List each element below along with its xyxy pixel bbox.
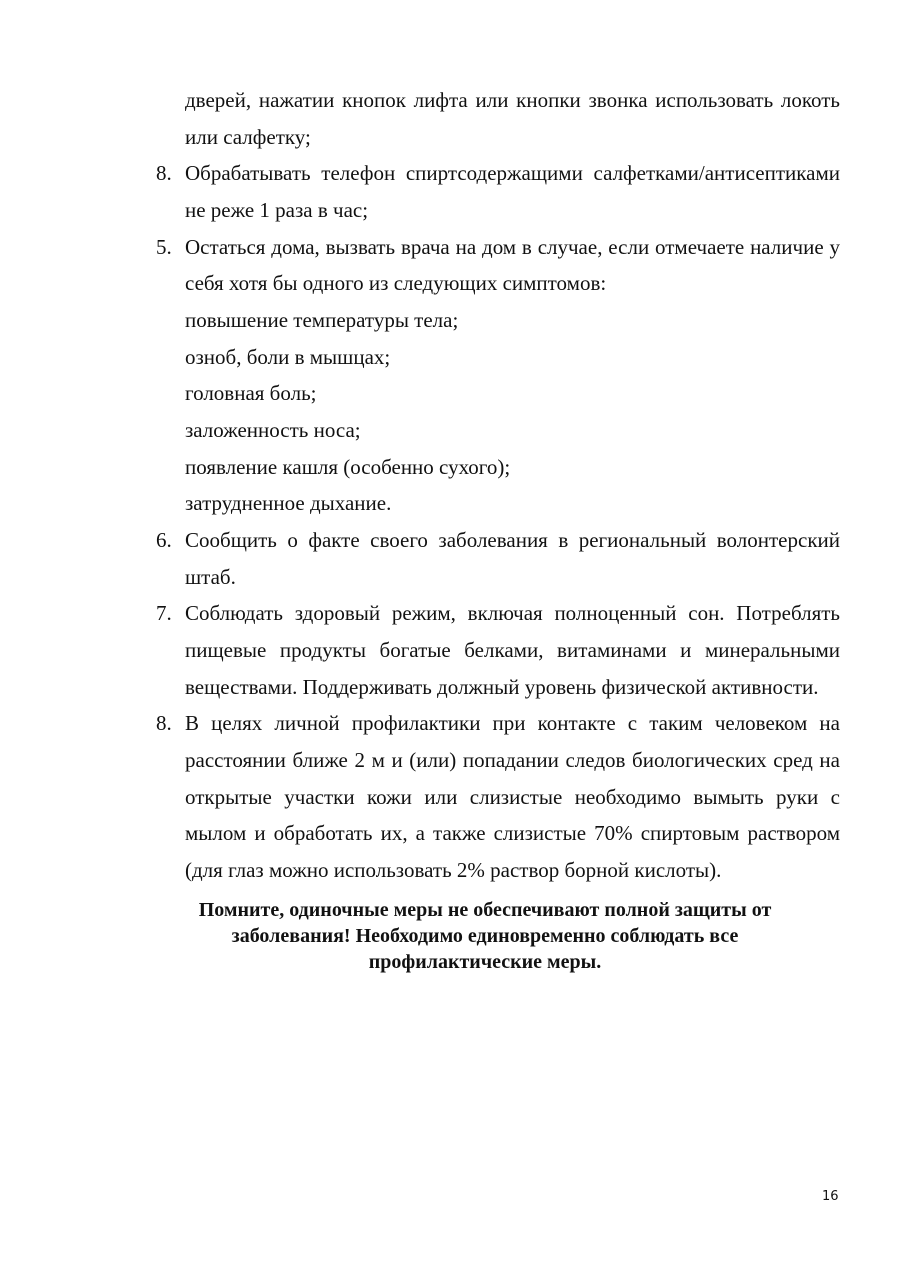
list-item-line: пищевые продукты богатые белками, витаминами и минеральными (185, 638, 840, 662)
list-item-number: 7. (156, 601, 172, 625)
list-item-line: себя хотя бы одного из следующих симптомов: (185, 271, 607, 295)
list-item-line: Сообщить о факте своего заболевания в региональный волонтерский (185, 528, 840, 552)
list-item-line: не реже 1 раза в час; (185, 198, 369, 222)
list-item-line: Обрабатывать телефон спиртсодержащими салфетками/антисептиками (185, 161, 840, 185)
list-item-line: расстоянии ближе 2 м и (или) попадании следов биологических сред на (185, 748, 840, 772)
symptom-item: озноб, боли в мышцах; (185, 345, 391, 369)
closing-note-line: Помните, одиночные меры не обеспечивают полной защиты от (198, 899, 772, 921)
list-item-line: открытые участки кожи или слизистые необходимо вымыть руки с (185, 785, 840, 809)
paragraph-line: или салфетку; (185, 125, 311, 149)
page-number: 16 (822, 1189, 839, 1204)
list-item-number: 8. (156, 161, 172, 185)
symptom-item: заложенность носа; (185, 418, 361, 442)
list-item-line: В целях личной профилактики при контакте с таким человеком на (185, 711, 840, 735)
list-item-line: Остаться дома, вызвать врача на дом в случае, если отмечаете наличие у (185, 235, 840, 259)
list-item-line: штаб. (185, 565, 236, 589)
list-item-number: 8. (156, 711, 172, 735)
closing-note-line: заболевания! Необходимо единовременно соблюдать все (231, 925, 739, 947)
list-item-line: мылом и обработать их, а также слизистые 70% спиртовым раствором (185, 821, 840, 845)
symptom-item: появление кашля (особенно сухого); (185, 455, 511, 479)
list-item-line: (для глаз можно использовать 2% раствор борной кислоты). (185, 858, 722, 882)
symptom-item: головная боль; (185, 381, 317, 405)
list-item-number: 5. (156, 235, 172, 259)
paragraph-line: дверей, нажатии кнопок лифта или кнопки звонка использовать локоть (185, 88, 840, 112)
symptom-item: затрудненное дыхание. (185, 491, 392, 515)
list-item-number: 6. (156, 528, 172, 552)
list-item-line: Соблюдать здоровый режим, включая полноценный сон. Потреблять (185, 601, 840, 625)
symptom-item: повышение температуры тела; (185, 308, 459, 332)
closing-note-line: профилактические меры. (368, 951, 602, 973)
list-item-line: веществами. Поддерживать должный уровень физической активности. (185, 675, 819, 699)
